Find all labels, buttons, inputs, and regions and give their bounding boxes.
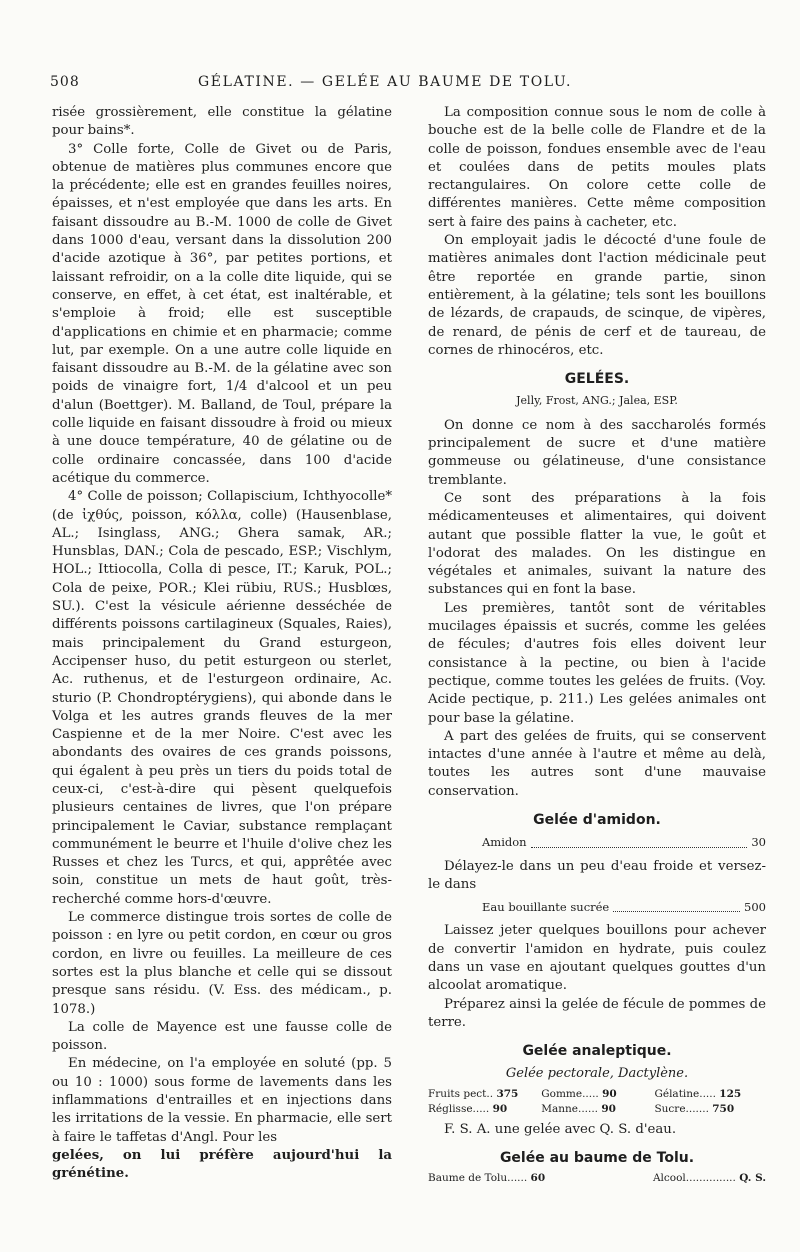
leader-dots [613, 898, 740, 912]
recipe-subtitle-analeptique: Gelée pectorale, Dactylène. [505, 1065, 689, 1081]
right-paragraph-preparez: Préparez ainsi la gelée de fécule de pommes de terre. [428, 996, 766, 1030]
left-column [52, 104, 392, 1184]
left-paragraph-commerce: Le commerce distingue trois sortes de colle de poisson : en lyre ou petit cordon, en cœur ou gros cordon, en livre ou feuilles. La meilleure de ces sortes est la plus blanche et celle qui se dissout presque sans résidu. (V. Ess. des médicam., p. 1078.) [52, 910, 392, 1017]
ingredient-qty: 500 [744, 900, 766, 915]
ingredient-name: Eau bouillante sucrée [482, 900, 610, 915]
recipe-title-amidon: Gelée d'amidon. [533, 811, 661, 828]
ingredient-row [428, 1171, 766, 1186]
ingredient-name: Amidon [482, 835, 527, 850]
ingredient-grid-tolu [428, 1171, 766, 1186]
right-paragraph-laissez: Laissez jeter quelques bouillons pour achever de convertir l'amidon en hydrate, puis coulez dans un vase en ajoutant quelques gouttes d'un alcoolat aromatique. [428, 923, 766, 994]
left-paragraph-colle-poisson: 4° Colle de poisson; Collapiscium, Ichthyocolle* (de ἰχθύς, poisson, κόλλα, colle) (Hausenblase, AL.; Isinglass, ANG.; Ghera samak, AR.; Hunsblas, DAN.; Cola de pescado, ESP.; Vischlym, HOL.; Ittiocolla, Colla di pesce, IT.; Karuk, POL.; Cola de peixe, POR.; Klei rübiu, RUS.; Husblœs, SU.). C'est la vésicule aérienne desséchée de différents poissons cartilagineux (Squales, Raies), mais principalement du Grand esturgeon, Accipenser huso, du petit esturgeon ou sterlet, Ac. ruthenus, et de l'esturgeon ordinaire, Ac. sturio (P. Chondroptérygiens), qui abonde dans le Volga et les autres grands fleuves de la mer Caspienne et de la mer Noire. C'est avec les abondants des ovaires de ces grands poissons, qui égalent à peu près un tiers du poids total de ceux-ci, c'est-à-dire qui pèsent quelquefois plusieurs centaines de livres, que l'on prépare principalement le Caviar, substance remplaçant communément le beurre et l'huile d'olive chez les Russes et chez les Turcs, et qui, apprêtée avec soin, constitue un mets de haut goût, très-recherché comme hors-d'œuvre. [52, 489, 392, 907]
right-paragraph-decocte: On employait jadis le décocté d'une foule de matières animales dont l'action médicinale peut être reportée en grande partie, sinon entièrement, à la gélatine; tels sont les bouillons de lézards, de crapauds, de scinque, de vipères, de renard, de pénis de cerf et de taureau, de cornes de rhinocéros, etc. [428, 233, 766, 358]
running-title: GÉLATINE. — GELÉE AU BAUME DE TOLU. [198, 74, 573, 90]
ingredient-cell: Manne...... 90 [541, 1102, 616, 1115]
ingredient-cell: Fruits pect.. 375 [428, 1087, 519, 1100]
left-paragraph-colle-forte: 3° Colle forte, Colle de Givet ou de Paris, obtenue de matières plus communes encore que la précédente; elle est en grandes feuilles noires, épaisses, et n'est employée que dans les arts. En faisant dissoudre au B.-M. 1000 de colle de Givet dans 1000 d'eau, versant dans la dissolution 200 d'acide azotique à 36°, par petites portions, et laissant refroidir, on a la colle dite liquide, qui se conserve, en effet, à cet état, est inaltérable, et s'emploie à froid; elle est susceptible d'applications en chimie et en pharmacie; comme lut, par exemple. On a une autre colle liquide en faisant dissoudre au B.-M. de la gélatine avec son poids de vinaigre fort, 1/4 d'alcool et un peu d'alun (Boettger). M. Balland, de Toul, prépare la colle liquide en faisant dissoudre à froid ou mieux à une douce température, 40 de gélatine ou de colle ordinaire concassée, dans 100 d'acide acétique du commerce. [52, 141, 392, 486]
left-paragraph-mayence: La colle de Mayence est une fausse colle de poisson. [52, 1019, 392, 1054]
section-title-gelees: GELÉES. [564, 371, 630, 388]
page-number: 508 [50, 74, 80, 90]
left-paragraph-medecine: En médecine, on l'a employée en soluté (pp. 5 ou 10 : 1000) sous forme de lavements dans les inflammations d'entrailles et en injections dans les irritations de la vessie. En pharmacie, elle sert à faire le taffetas d'Angl. Pour les [52, 1056, 392, 1145]
section-subtitle-gelees: Jelly, Frost, ANG.; Jalea, ESP. [516, 394, 678, 408]
ingredient-cell: Gélatine..... 125 [654, 1087, 742, 1100]
right-paragraph-colle-bouche: La composition connue sous le nom de colle à bouche est de la belle colle de Flandre et de la colle de poisson, fondues ensemble avec de l'eau et coulées dans de petits moules plats rectangulaires. On colore cette colle de différentes manières. Cette même composition sert à faire des pains à cacheter, etc. [428, 105, 766, 230]
ingredient-grid-analeptique [428, 1087, 766, 1117]
right-paragraph-premieres: Les premières, tantôt sont de véritables mucilages épaissis et sucrés, comme les gelées de fécules; d'autres fois elles doivent leur consistance à la pectine, ou bien à l'acide pectique, comme toutes les gelées de fruits. (Voy. Acide pectique, p. 211.) Les gelées animales ont pour base la gélatine. [428, 600, 766, 726]
right-paragraph-delayez: Délayez-le dans un peu d'eau froide et versez-le dans [428, 858, 766, 892]
ingredient-cell: Gomme..... 90 [541, 1087, 617, 1100]
page-header [50, 74, 760, 96]
leader-dots [531, 833, 748, 847]
right-paragraph-definition: On donne ce nom à des saccharolés formés principalement de sucre et d'une matière gommeuse ou gélatineuse, d'une consistance tremblante. [428, 417, 766, 488]
right-paragraph-preparations: Ce sont des préparations à la fois médicamenteuses et alimentaires, qui doivent autant que possible flatter la vue, le goût et l'odorat des malades. On les distingue en végétales et animales, suivant la nature des substances qui en font la base. [428, 490, 766, 598]
ingredient-eau [428, 898, 766, 916]
ingredient-cell: Baume de Tolu...... 60 [428, 1172, 546, 1185]
ingredient-cell: Sucre....... 750 [654, 1102, 735, 1115]
ingredient-row [428, 1102, 766, 1117]
ingredient-row [428, 1087, 766, 1102]
ingredient-qty: 30 [751, 835, 766, 850]
recipe-title-analeptique: Gelée analeptique. [522, 1043, 672, 1060]
left-paragraph-1: risée grossièrement, elle constitue la gélatine pour bains*. [52, 105, 392, 139]
right-paragraph-conservation: A part des gelées de fruits, qui se conservent intactes d'une année à l'autre et même au delà, toutes les autres sont d'une mauvaise conservation. [428, 728, 766, 799]
left-paragraph-last-line: gelées, on lui préfère aujourd'hui la grénétine. [52, 1147, 392, 1182]
ingredient-cell: Alcool............... Q. S. [652, 1172, 766, 1185]
right-paragraph-fsa: F. S. A. une gelée avec Q. S. d'eau. [444, 1121, 677, 1137]
ingredient-amidon [428, 833, 766, 851]
ingredient-cell: Réglisse..... 90 [428, 1102, 508, 1115]
recipe-title-tolu: Gelée au baume de Tolu. [499, 1150, 695, 1167]
right-column [428, 104, 766, 1190]
